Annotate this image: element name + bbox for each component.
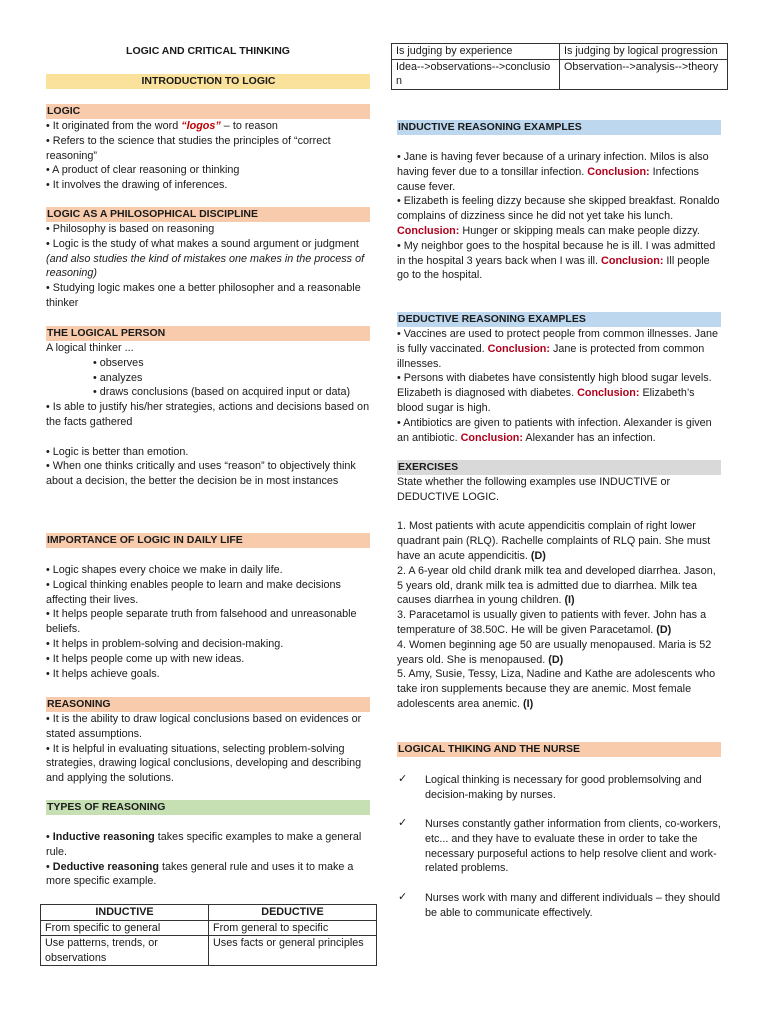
importance-line-5: • It helps people come up with new ideas.	[46, 652, 245, 665]
logic-line-2: • Refers to the science that studies the principles of “correct reasoning”	[46, 134, 331, 162]
importance-section	[46, 563, 370, 681]
comparison-table	[40, 904, 377, 966]
person-intro: A logical thinker ...	[46, 342, 134, 354]
person-sub-1: • observes	[93, 356, 144, 369]
nurse-point-2: Nurses constantly gather information from clients, co-workers, etc... and they have to evaluate these in order to take the necessary purposeful actions to help resolve client and work-related problems.	[425, 818, 721, 875]
person-line-3: • When one thinks critically and uses “reason” to objectively think about a decision, the better the decision be in most instances	[46, 460, 356, 488]
person-sub-3: • draws conclusions (based on acquired input or data)	[93, 386, 351, 399]
philosophy-section	[46, 222, 370, 311]
importance-line-6: • It helps achieve goals.	[46, 667, 160, 680]
table-row	[392, 59, 728, 89]
inductive-example-1: • Jane is having fever because of a urinary infection. Milos is also having fever due to a tonsillar infection. Conclusion: Infections cause fever.	[397, 151, 709, 193]
exercise-item-4: 4. Women beginning age 50 are usually menopaused. Maria is 52 years old. She is menopaused. (D)	[397, 638, 712, 666]
exercise-item-2: 2. A 6-year old child drank milk tea and developed diarrhea. Jason, 5 years old, drank milk tea is admitted due to diarrhea. Milk tea causes diarrhea in young children. (I)	[397, 564, 716, 607]
logos-term: “logos”	[181, 120, 221, 132]
table-cell: From specific to general	[41, 920, 209, 936]
logic-line-3: • A product of clear reasoning or thinking	[46, 164, 240, 177]
exercises-intro: State whether the following examples use INDUCTIVE or DEDUCTIVE LOGIC.	[397, 476, 671, 503]
table-row	[41, 936, 377, 966]
deductive-definition: • Deductive reasoning takes general rule and uses it to make a more specific example.	[46, 860, 354, 888]
philosophy-line-3: • Studying logic makes one a better philosopher and a reasonable thinker	[46, 282, 361, 309]
intro-banner: INTRODUCTION TO LOGIC	[46, 74, 370, 89]
deductive-example-2: • Persons with diabetes have consistently high blood sugar levels. Elizabeth is diagnosed with diabetes. Conclusion: Elizabeth’s blood sugar is high.	[397, 372, 712, 414]
philosophy-heading: LOGIC AS A PHILOSOPHICAL DISCIPLINE	[46, 207, 370, 222]
importance-line-3: • It helps people separate truth from falsehood and unreasonable beliefs.	[46, 608, 357, 636]
checkmark-icon: ✓	[398, 817, 408, 829]
exercises-section	[397, 475, 721, 712]
table-cell: Is judging by experience	[392, 44, 560, 60]
inductive-example-3: • My neighbor goes to the hospital because he is ill. I was admitted in the hospital 3 years back when I was ill. Conclusion: Ill people go to the hospital.	[397, 239, 716, 282]
table-cell: Uses facts or general principles	[209, 936, 377, 966]
nurse-point-1: Logical thinking is necessary for good problemsolving and decision-making by nurses.	[425, 774, 702, 801]
nurse-heading: LOGICAL THIKING AND THE NURSE	[397, 742, 721, 757]
table-row	[392, 44, 728, 60]
importance-line-2: • Logical thinking enables people to learn and make decisions affecting their lives.	[46, 578, 341, 606]
reasoning-line-2: • It is helpful in evaluating situations, selecting problem-solving strategies, drawing logical conclusions, developing and describing and applying the solutions.	[46, 742, 362, 785]
deductive-example-1: • Vaccines are used to protect people from common illnesses. Jane is fully vaccinated. Conclusion: Jane is protected from common illnesses.	[397, 328, 719, 370]
inductive-examples-heading: INDUCTIVE REASONING EXAMPLES	[397, 120, 721, 135]
person-line-1: • Is able to justify his/her strategies, actions and decisions based on the facts gathered	[46, 401, 370, 428]
exercises-heading: EXERCISES	[397, 460, 721, 475]
reasoning-line-1: • It is the ability to draw logical conclusions based on evidences or stated assumptions.	[46, 713, 362, 740]
logic-line-1: • It originated from the word “logos” – to reason	[46, 120, 278, 132]
exercise-item-3: 3. Paracetamol is usually given to patients with fever. John has a temperature of 38.50C. He will be given Paracetamol. (D)	[397, 609, 707, 636]
nurse-point-3: Nurses work with many and different individuals – they should be able to communicate effectively.	[425, 892, 721, 919]
header-inductive: INDUCTIVE	[41, 905, 209, 921]
table-cell: Idea-->observations-->conclusion	[392, 59, 560, 89]
logic-section	[46, 119, 370, 193]
logical-person-heading: THE LOGICAL PERSON	[46, 326, 370, 341]
logic-line-4: • It involves the drawing of inferences.	[46, 179, 228, 192]
table-cell: Is judging by logical progression	[560, 44, 728, 60]
person-sub-2: • analyzes	[93, 371, 143, 384]
checkmark-icon: ✓	[398, 891, 408, 903]
reasoning-heading: REASONING	[46, 697, 370, 712]
inductive-example-2: • Elizabeth is feeling dizzy because she skipped breakfast. Ronaldo complains of dizziness since he did not yet take his lunch. Conclusion: Hunger or skipping meals can make people dizzy.	[397, 195, 720, 237]
logical-person-section	[46, 341, 370, 489]
experience-table	[391, 43, 728, 90]
table-cell: Use patterns, trends, or observations	[41, 936, 209, 966]
philosophy-line-1: • Philosophy is based on reasoning	[46, 223, 215, 235]
inductive-definition: • Inductive reasoning takes specific examples to make a general rule.	[46, 831, 362, 858]
person-line-2: • Logic is better than emotion.	[46, 445, 189, 458]
deductive-examples-heading: DEDUCTIVE REASONING EXAMPLES	[397, 312, 721, 327]
document-title: LOGIC AND CRITICAL THINKING	[126, 45, 290, 57]
table-header-row	[41, 905, 377, 921]
table-row	[41, 920, 377, 936]
table-cell: From general to specific	[209, 920, 377, 936]
types-section	[46, 830, 370, 889]
importance-heading: IMPORTANCE OF LOGIC IN DAILY LIFE	[46, 533, 370, 548]
philosophy-line-2: • Logic is the study of what makes a sound argument or judgment (and also studies the kind of mistakes one makes in the process of reasoning)	[46, 237, 365, 280]
importance-line-1: • Logic shapes every choice we make in daily life.	[46, 564, 283, 576]
table-cell: Observation-->analysis-->theory	[560, 59, 728, 89]
importance-line-4: • It helps in problem-solving and decision-making.	[46, 637, 284, 650]
inductive-examples-section	[397, 150, 721, 283]
types-heading: TYPES OF REASONING	[46, 800, 370, 815]
logic-heading: LOGIC	[46, 104, 370, 119]
exercise-item-5: 5. Amy, Susie, Tessy, Liza, Nadine and Kathe are adolescents who take iron supplements because they are anemic. Most female adolescents area anemic. (I)	[397, 668, 716, 710]
exercise-item-1: 1. Most patients with acute appendicitis complain of right lower quadrant pain (RLQ). Rachelle complaints of RLQ pain. She must have an acute appendicitis. (D)	[397, 520, 711, 562]
checkmark-icon: ✓	[398, 773, 408, 785]
header-deductive: DEDUCTIVE	[209, 905, 377, 921]
deductive-examples-section	[397, 327, 721, 445]
reasoning-section	[46, 712, 370, 786]
deductive-example-3: • Antibiotics are given to patients with infection. Alexander is given an antibiotic. Conclusion: Alexander has an infection.	[397, 416, 712, 444]
